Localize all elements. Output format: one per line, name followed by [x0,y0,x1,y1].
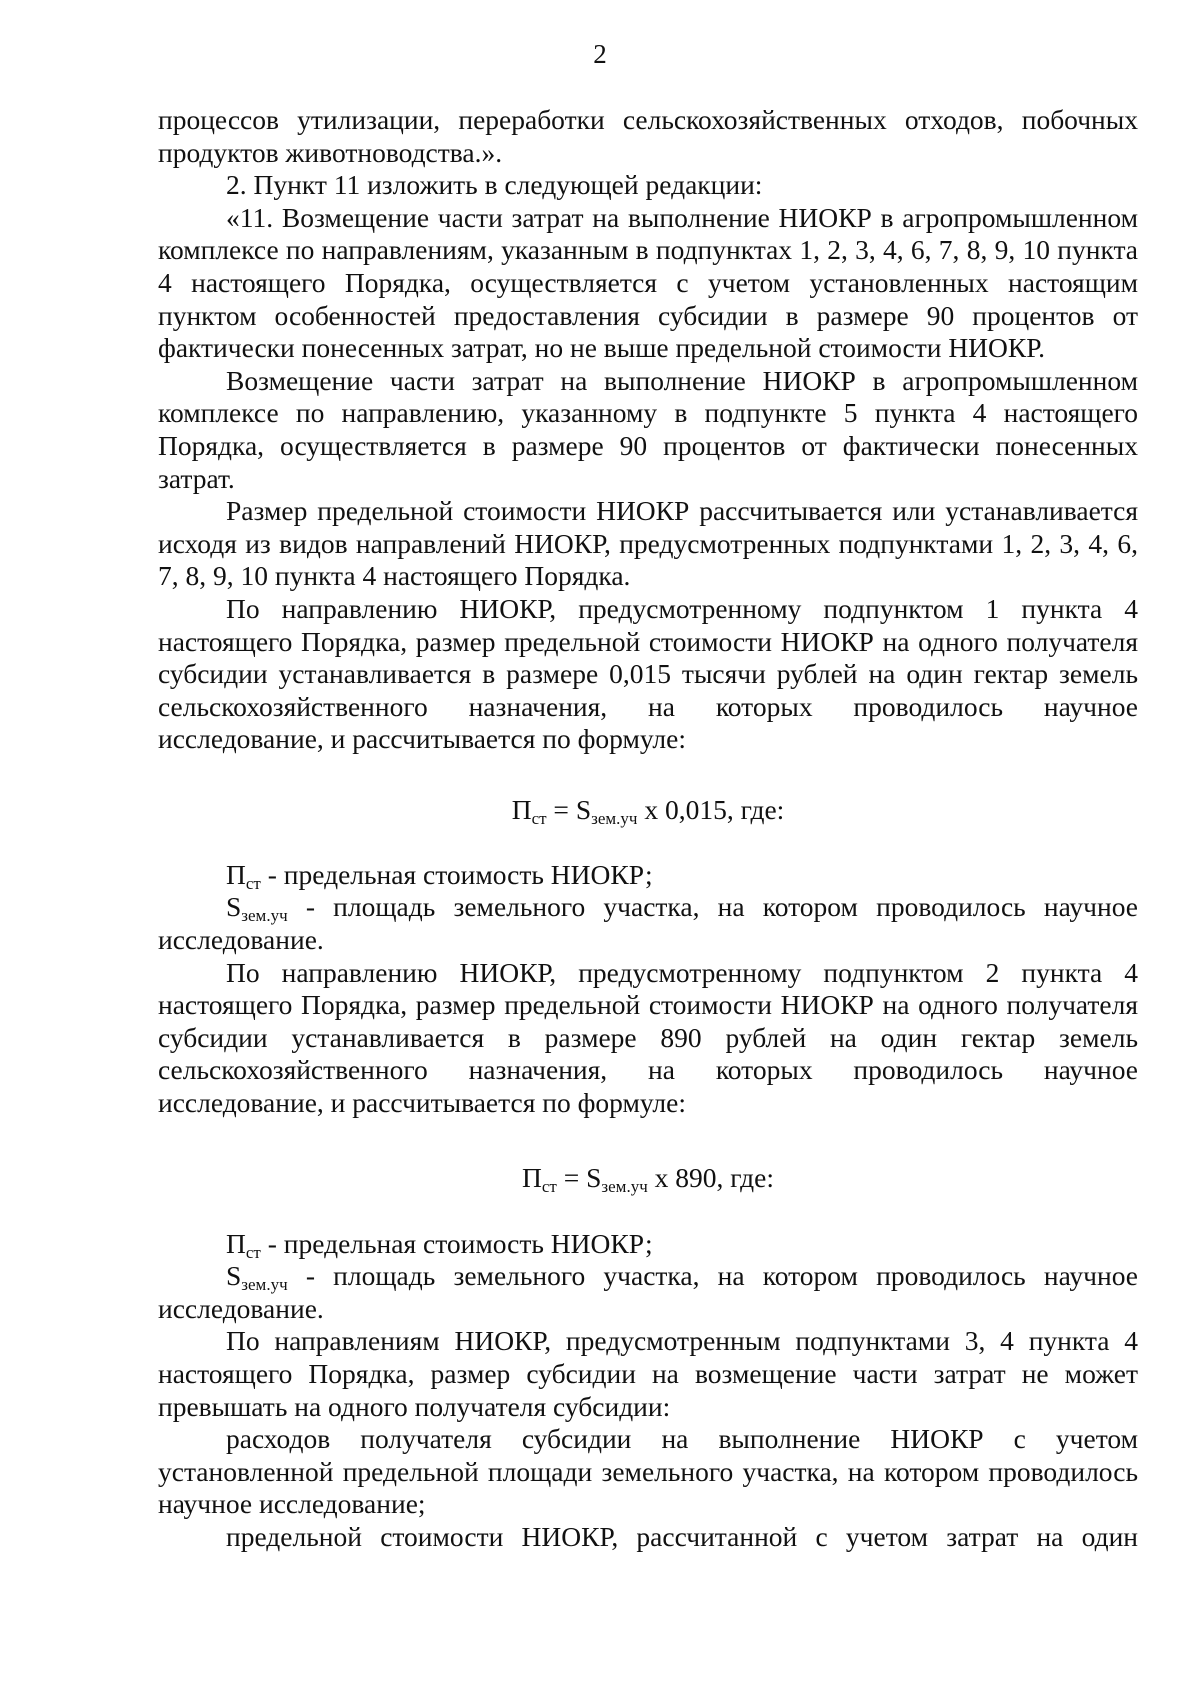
formula-2-equals: = [556,1161,587,1193]
formula-2-s-subscript: зем.уч [601,1176,648,1196]
definition-2-p-text: - предельная стоимость НИОКР; [260,1227,653,1259]
formula-1-p-symbol: П [511,793,532,825]
definition-1-p-subscript: ст [245,873,261,893]
definition-2-p-subscript: ст [245,1242,261,1262]
paragraph-expenses: расходов получателя субсидии на выполнение НИОКР с учетом установленной предельной площади земельного участка, на котором проводилось научное исследование; [158,1423,1138,1520]
definition-1-s-symbol: S [226,891,242,923]
definition-1-s [158,891,1138,956]
formula-2-p-symbol: П [522,1161,542,1193]
definition-2-p-symbol: П [226,1227,246,1259]
paragraph-direction-2: По направлению НИОКР, предусмотренному подпунктом 2 пункта 4 настоящего Порядка, размер предельной стоимости НИОКР на одного получателя субсидии устанавливается в размере 890 рублей на один гектар земель сельскохозяйственного назначения, на которых проводилось научное исследование, и рассчитывается по формуле: [158,956,1138,1119]
paragraph-continuation: процессов утилизации, переработки сельскохозяйственных отходов, побочных продуктов животноводства.». [158,104,1138,168]
definition-2-s-text: - площадь земельного участка, на котором проводилось научное исследование. [158,1260,1138,1324]
paragraph-directions-3-4: По направлениям НИОКР, предусмотренным подпунктами 3, 4 пункта 4 настоящего Порядка, размер субсидии на возмещение части затрат не может превышать на одного получателя субсидии: [158,1325,1138,1422]
definition-2-s [158,1260,1138,1325]
page-number: 2 [593,39,607,69]
formula-1-s-symbol: S [575,793,592,825]
definition-2-s-symbol: S [226,1260,242,1292]
formula-2 [158,1162,1138,1194]
definition-1-p-text: - предельная стоимость НИОКР; [260,858,653,890]
formula-2-s-symbol: S [586,1161,602,1193]
document-body [158,104,1138,1554]
formula-1-s-subscript: зем.уч [591,808,638,828]
paragraph-limit-cost: Размер предельной стоимости НИОКР рассчитывается или устанавливается исходя из видов направлений НИОКР, предусмотренных подпунктами 1, 2, 3, 4, 6, 7, 8, 9, 10 пункта 4 настоящего Порядка. [158,495,1138,592]
formula-1-tail: х 0,015, где: [637,793,785,825]
paragraph-direction-1: По направлению НИОКР, предусмотренному подпунктом 1 пункта 4 настоящего Порядка, размер предельной стоимости НИОКР на одного получателя субсидии устанавливается в размере 0,015 тысячи рублей на один гектар земель сельскохозяйственного назначения, на которых проводилось научное исследование, и рассчитывается по формуле: [158,592,1138,755]
paragraph-subpoint-5: Возмещение части затрат на выполнение НИОКР в агропромышленном комплексе по направлению, указанному в подпункте 5 пункта 4 настоящего Порядка, осуществляется в размере 90 процентов от фактически понесенных затрат. [158,364,1138,494]
formula-2-p-subscript: ст [541,1176,557,1196]
formula-1-equals: = [546,793,576,825]
definition-1-s-subscript: зем.уч [241,906,288,926]
formula-2-tail: х 890, где: [647,1161,774,1193]
definition-1-p [158,859,1138,892]
definition-2-s-subscript: зем.уч [241,1275,288,1295]
paragraph-limit-calculated: предельной стоимости НИОКР, рассчитанной с учетом затрат на один [226,1520,1138,1552]
paragraph-amendment-intro: 2. Пункт 11 изложить в следующей редакции: [226,169,763,201]
definition-2-p [158,1228,1138,1261]
paragraph-point-11: «11. Возмещение части затрат на выполнение НИОКР в агропромышленном комплексе по направлениям, указанным в подпунктах 1, 2, 3, 4, 6, 7, 8, 9, 10 пункта 4 настоящего Порядка, осуществляется с учетом установленных настоящим пунктом особенностей предоставления субсидии в размере 90 процентов от фактически понесенных затрат, но не выше предельной стоимости НИОКР. [158,201,1138,364]
formula-1-p-subscript: ст [531,808,547,828]
definition-1-s-text: - площадь земельного участка, на котором проводилось научное исследование. [158,891,1138,956]
formula-1 [158,794,1138,826]
definition-1-p-symbol: П [226,858,246,890]
